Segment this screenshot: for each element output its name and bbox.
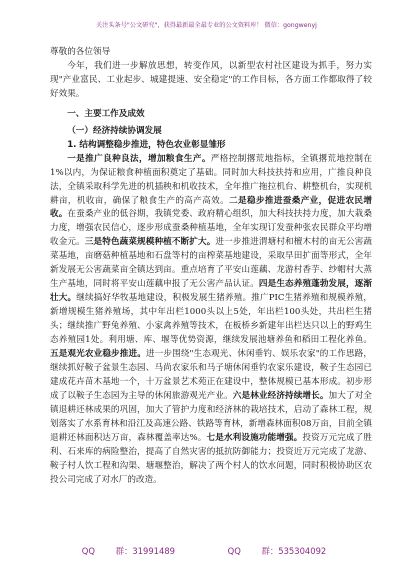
item-text-3: 进一步推进渭塘村和檀木村的亩无公害蔬菜基地，亩磨菇种植基地和石盘等村的亩榨菜基地建设，采取早田扩面等形式，全年新发展无公害蔬菜亩全镇达到亩。重点培育了平安山莲藕、龙游村香芋、纱帽村大蒸生产基地，同时将平安山莲藕申报了无公害产品认证。 bbox=[50, 237, 372, 290]
item-heading-6: 六是林业经济持续增长。 bbox=[232, 390, 329, 401]
item-text-1: 严格控制撂荒地指标，全镇撂荒地控制在1%以内，为保证粮食种植面积奠定了基础。同时加大科技扶持和应用，广推良种良法，全镇采取科学先进的机插秧和机收技术，全年推广拖拉机台、耕整机台，实现机耕亩，机收亩，确保了粮食生产的高产高效。 bbox=[50, 153, 372, 206]
body-paragraph bbox=[50, 153, 372, 488]
item-text-5: 进一步围绕"生态观光、休闲垂钓、娱乐农家"的工作思路，继续抓好鞍子盆景生态园、马尚农家乐和马子塘休闲垂钓农家乐建设，鞍子生态园已建成花卉苗木基地一个，十万盆景艺术苑正在建设中，整体规模已基本形成。初步形成了以鞍子生态园为主导的休闲旅游观光产业。 bbox=[50, 349, 372, 401]
footer-qq-group-1: QQ 群：31991489 bbox=[81, 546, 175, 556]
footer-qq-group-2: QQ 群：535304092 bbox=[227, 546, 327, 556]
intro-paragraph: 今年，我们进一步解放思想，转变作风，以新型农村社区建设为抓手，努力实现"产业富民、工业起步、城建提速、安全稳定"的工作目标，各方面工作都取得了较好效果。 bbox=[50, 60, 372, 99]
item-heading-3: 三是特色蔬菜规模种植不断扩大。 bbox=[84, 237, 216, 248]
salutation: 尊敬的各位领导 bbox=[50, 47, 111, 57]
item-text-2: 在蚕桑产业的低谷期，我镇党委、政府精心组织，加大科技扶持力度，加大栽桑力度，增强农民信心，逐步形成蚕桑种植基地，全年实现订发蚕种张农民群众平均增收金元。 bbox=[50, 209, 372, 248]
item-heading-4: 四是生态养殖蓬勃发展，逐渐壮大。 bbox=[50, 279, 372, 304]
section-title: 一、主要工作及成效 bbox=[67, 108, 145, 119]
item-text-4: 继续搞好华牧基地建设，积极发展生猪养殖。推广PIC生猪养殖和规模养殖，新增规模生猪养殖场，其中年出栏1000头以上5处，年出栏100头处，共出栏生猪头；继续推广野兔养殖、小家禽养殖等技术，在板桥乡新建年出栏达只以上的野鸡生态养殖园1处。利用塘、库、堰等优势资源，继续发展池塘养鱼和稻田工程化养鱼。 bbox=[50, 293, 372, 346]
item-heading-2: 二是稳步推进蚕桑产业，促进农民增收。 bbox=[50, 195, 372, 220]
item-heading-7: 七是水利设施功能增强。 bbox=[206, 432, 303, 443]
item-text-7: 投资万元完成了胜利、石来库的病险整治，提高了自然灾害的抵抗防御能力；投资近万元完成了龙游、鞍子村人饮工程和沟渠、塘堰整治，解决了两个村人的饮水问题，同时积极协助区农投公司完成了对水厂的改造。 bbox=[50, 432, 372, 485]
subsection-title: （一）经济持续协调发展 bbox=[67, 125, 162, 136]
item-heading-1: 一是推广良种良法，增加粮食生产。 bbox=[67, 153, 211, 164]
footer bbox=[0, 545, 408, 557]
point-title: 1. 结构调整稳步推进，特色农业彰显雏形 bbox=[67, 139, 226, 150]
document-body bbox=[50, 46, 372, 488]
header-banner: 关注头条号"公文研究"，获得最新最全最专业的公文资料库！ 微信：gongwenyj bbox=[96, 22, 317, 29]
item-heading-5: 五是观光农业稳步推进。 bbox=[50, 349, 146, 360]
item-text-6: 加大了对全镇退耕还林成果的巩固，加大了管护力度和经济林的栽培技术，启动了森林工程，规划落实了水系育林和沿江及高速公路、铁路等育林，新增森林面积08万亩，目前全镇退耕还林面积达万亩，森林覆盖率达%。 bbox=[50, 390, 372, 443]
